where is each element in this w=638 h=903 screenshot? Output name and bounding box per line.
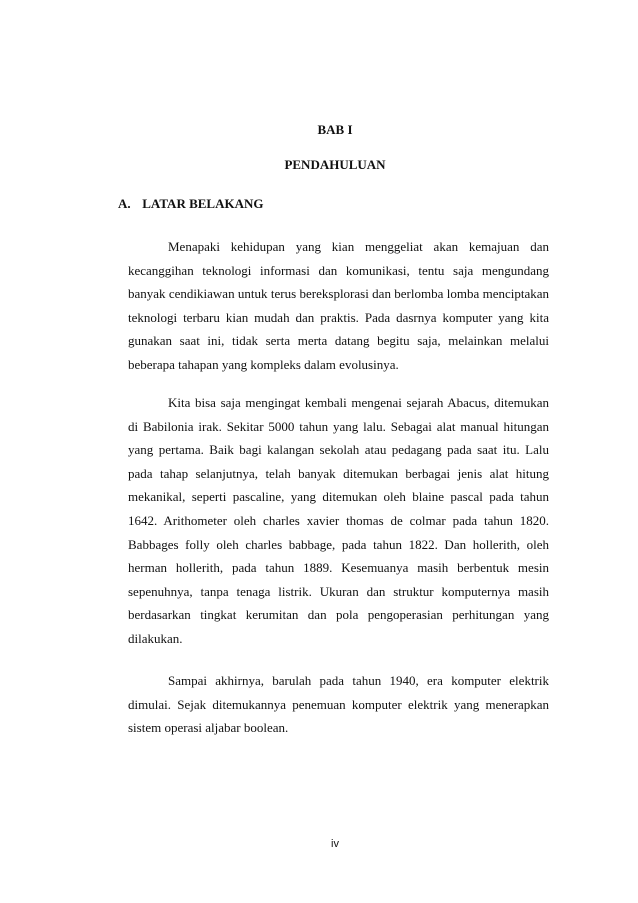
paragraph-block-3 [128,669,549,740]
section-title: LATAR BELAKANG [142,196,264,211]
body-paragraph: Kita bisa saja mengingat kembali mengenai sejarah Abacus, ditemukan di Babilonia irak. Sekitar 5000 tahun yang lalu. Sebagai alat manual hitungan yang pertama. Baik bagi kalangan sekolah atau pedagang pada saat itu. Lalu pada tahap selanjutnya, telah banyak ditemukan berbagai jenis alat hitung mekanikal, seperti pascaline, yang ditemukan oleh blaine pascal pada tahun 1642. Arithometer oleh charles xavier thomas de colmar pada tahun 1820. Babbages folly oleh charles babbage, pada tahun 1822. Dan hollerith, oleh herman hollerith, pada tahun 1889. Kesemuanya masih berbentuk mesin sepenuhnya, tanpa tenaga listrik. Ukuran dan struktur komputernya masih berdasarkan tingkat kerumitan dan pola pengoperasian perhitungan yang dilakukan. [128,395,549,646]
chapter-label: BAB I [317,122,353,137]
page-number: iv [331,838,339,850]
body-paragraph: Sampai akhirnya, barulah pada tahun 1940, era komputer elektrik dimulai. Sejak ditemukannya penemuan komputer elektrik yang menerapkan sistem operasi aljabar boolean. [128,673,549,736]
chapter-title: PENDAHULUAN [284,157,386,172]
section-marker: A. [118,196,131,211]
body-paragraph: Menapaki kehidupan yang kian menggeliat akan kemajuan dan kecanggihan teknologi informasi dan komunikasi, tentu saja mengundang banyak cendikiawan untuk terus bereksplorasi dan berlomba lomba menciptakan teknologi terbaru kian mudah dan praktis. Pada dasrnya komputer yang kita gunakan saat ini, tidak serta merta datang begitu saja, melainkan melalui beberapa tahapan yang kompleks dalam evolusinya. [128,239,549,372]
paragraph-block-1 [128,235,549,377]
paragraph-block-2 [128,391,549,651]
section-heading [118,196,263,212]
